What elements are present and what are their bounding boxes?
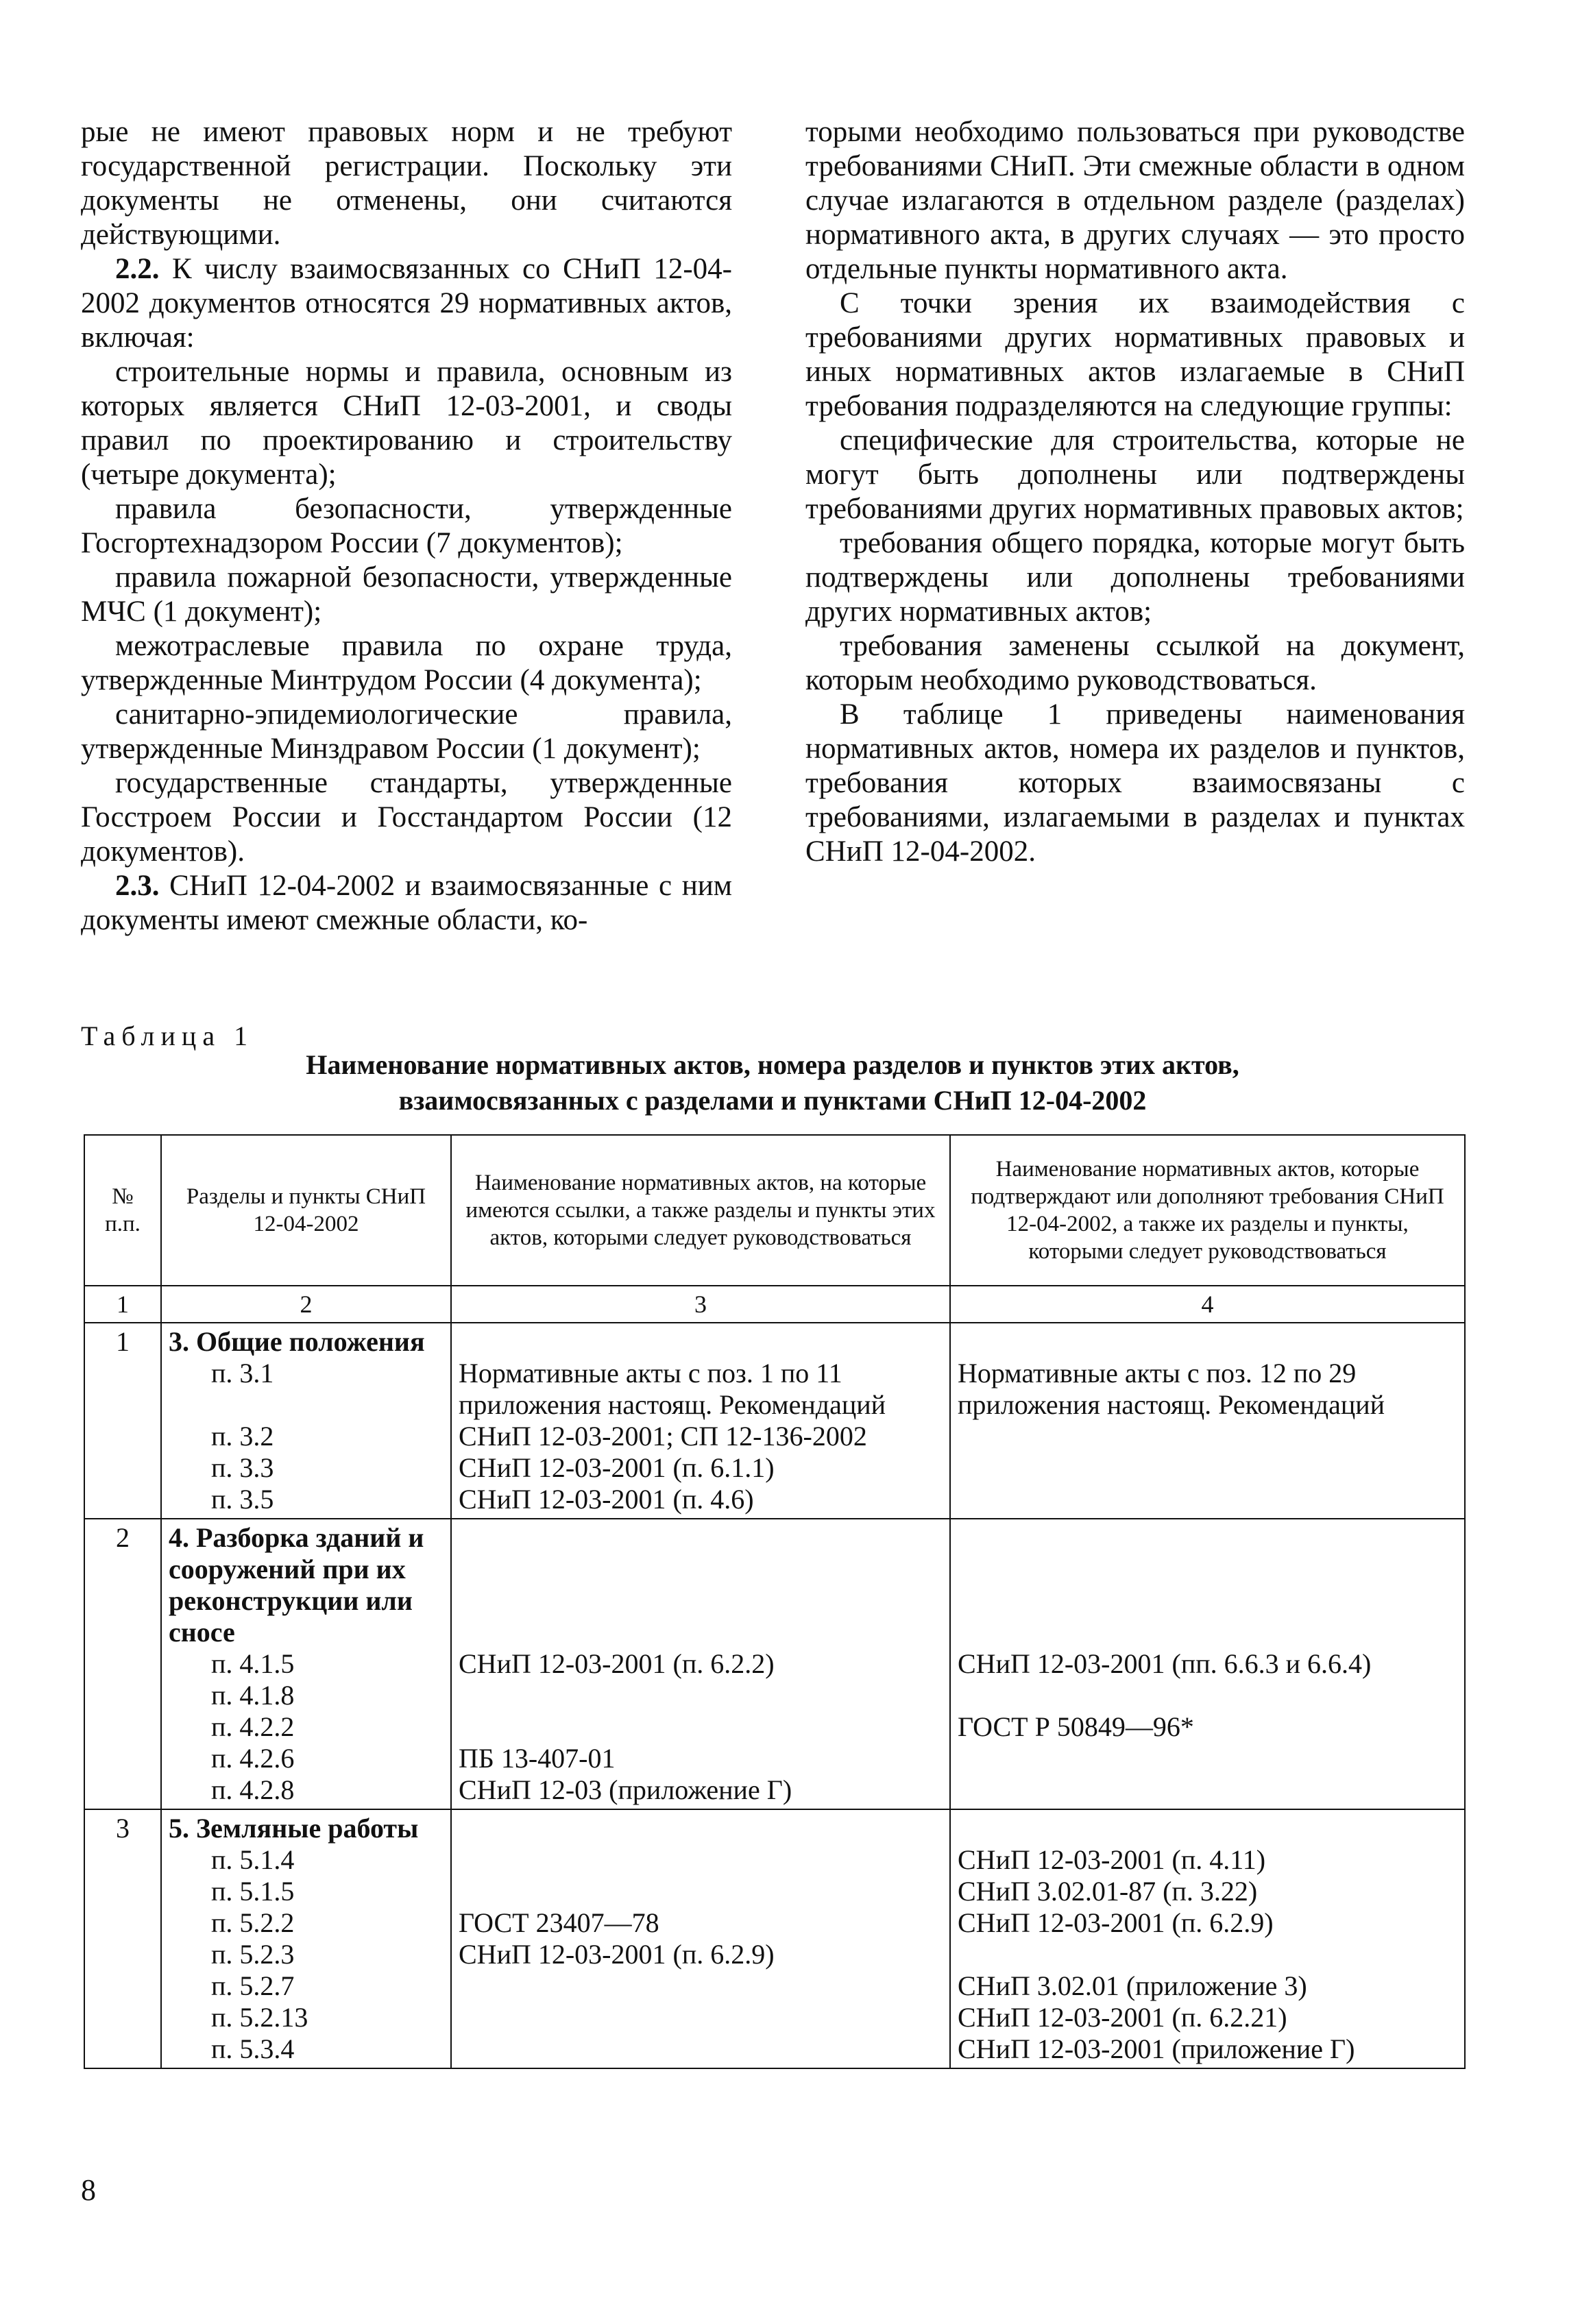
header-cell: Наименование нормативных актов, которые подтверждают или дополняют требования СНиП 12-04-2002, а также их разделы и пункты, которыми следует руководствоваться xyxy=(950,1135,1465,1286)
referenced-act: СНиП 12-03-2001 (п. 6.2.9) xyxy=(459,1939,775,1970)
header-cell: Наименование нормативных актов, на которые имеются ссылки, а также разделы и пункты этих актов, которыми следует руководствоваться xyxy=(451,1135,950,1286)
list-item: специфические для строительства, которые не могут быть дополнены или подтверждены требованиями других нормативных правовых актов; xyxy=(805,424,1465,525)
left-text-column xyxy=(81,115,732,938)
clause-number: 2.3. xyxy=(115,870,160,902)
confirming-act xyxy=(958,1421,1457,1452)
column-number: 1 xyxy=(84,1286,161,1323)
clause-item: п. 4.1.8 xyxy=(211,1680,295,1711)
list-item: правила пожарной безопасности, утвержденные МЧС (1 документ); xyxy=(81,561,732,628)
confirming-acts-cell xyxy=(950,1809,1465,2068)
clause-item: п. 3.3 xyxy=(211,1452,274,1483)
confirming-act xyxy=(958,1484,1457,1515)
snip-sections-cell xyxy=(161,1809,451,2068)
clause-item: п. 5.2.13 xyxy=(211,2002,308,2033)
spacer xyxy=(958,1813,1457,1844)
confirming-acts-cell xyxy=(950,1519,1465,1809)
referenced-act xyxy=(459,1680,943,1711)
snip-sections-cell xyxy=(161,1323,451,1519)
table-label: Таблица 1 xyxy=(81,1020,254,1051)
referenced-act xyxy=(459,2033,943,2065)
paragraph-2-3 xyxy=(81,869,732,938)
confirming-act xyxy=(958,1743,1457,1774)
section-title: 3. Общие положения xyxy=(169,1326,425,1357)
list-item: государственные стандарты, утвержденные Госстроем России и Госстандартом России (12 документов). xyxy=(81,767,732,868)
clause-item: п. 4.2.8 xyxy=(211,1774,295,1805)
list-item: строительные нормы и правила, основным из которых является СНиП 12-03-2001, и своды правил по проектированию и строительству (четыре документа); xyxy=(81,356,732,491)
confirming-act: СНиП 12-03-2001 (п. 6.2.9) xyxy=(958,1907,1274,1938)
table-row xyxy=(84,1809,1465,2068)
clause-item: п. 3.1 xyxy=(211,1358,274,1389)
confirming-act: СНиП 12-03-2001 (пп. 6.6.3 и 6.6.4) xyxy=(958,1648,1372,1679)
paragraph: В таблице 1 приведены наименования нормативных актов, номера их разделов и пунктов, требования которых взаимосвязаны с требованиями, излагаемыми в разделах и пунктах СНиП 12-04-2002. xyxy=(805,698,1465,868)
list-item: санитарно-эпидемиологические правила, утвержденные Минздравом России (1 документ); xyxy=(81,698,732,765)
paragraph-text: К числу взаимосвязанных со СНиП 12-04-2002 документов относятся 29 нормативных актов, включая: xyxy=(81,253,733,354)
clause-item: п. 5.2.3 xyxy=(211,1939,295,1970)
table-row xyxy=(84,1519,1465,1809)
referenced-act xyxy=(459,1711,943,1743)
clause-item: п. 5.2.2 xyxy=(211,1907,295,1938)
column-number: 2 xyxy=(161,1286,451,1323)
clause-item: п. 5.3.4 xyxy=(211,2033,295,2064)
paragraph-text: СНиП 12-04-2002 и взаимосвязанные с ним документы имеют смежные области, ко- xyxy=(81,870,733,936)
list-item: требования общего порядка, которые могут быть подтверждены или дополнены требованиями других нормативных актов; xyxy=(805,527,1465,628)
row-number: 2 xyxy=(84,1519,161,1809)
row-number: 1 xyxy=(84,1323,161,1519)
referenced-act: СНиП 12-03 (приложение Г) xyxy=(459,1774,792,1805)
regulations-table xyxy=(84,1134,1466,2069)
table-caption xyxy=(81,1047,1464,1118)
clause-item: п. 5.1.5 xyxy=(211,1876,295,1907)
paragraph: С точки зрения их взаимодействия с требованиями других нормативных правовых и иных нормативных актов излагаемые в СНиП требования подразделяются на следующие группы: xyxy=(805,287,1465,422)
section-title: 5. Земляные работы xyxy=(169,1813,419,1844)
referenced-acts-cell xyxy=(451,1323,950,1519)
referenced-act: СНиП 12-03-2001 (п. 6.1.1) xyxy=(459,1452,775,1483)
spacer xyxy=(459,1554,943,1585)
table-caption-line: Наименование нормативных актов, номера разделов и пунктов этих актов, xyxy=(306,1049,1239,1080)
spacer xyxy=(459,1813,943,1844)
right-text-column xyxy=(805,115,1465,869)
table-row xyxy=(84,1323,1465,1519)
column-number-row xyxy=(84,1286,1465,1323)
paragraph: рые не имеют правовых норм и не требуют государственной регистрации. Поскольку эти документы не отменены, они считаются действующими. xyxy=(81,116,732,251)
page-number: 8 xyxy=(81,2173,96,2207)
spacer xyxy=(459,1522,943,1554)
table-caption-line: взаимосвязанных с разделами и пунктами СНиП 12-04-2002 xyxy=(398,1085,1147,1116)
spacer xyxy=(459,1617,943,1648)
clause-item: п. 4.2.6 xyxy=(211,1743,295,1774)
clause-item: п. 4.2.2 xyxy=(211,1711,295,1742)
referenced-act: СНиП 12-03-2001 (п. 6.2.2) xyxy=(459,1648,775,1679)
referenced-act: ПБ 13-407-01 xyxy=(459,1743,616,1774)
clause-item: п. 3.5 xyxy=(211,1484,274,1515)
confirming-act xyxy=(958,1774,1457,1806)
paragraph: торыми необходимо пользоваться при руководстве требованиями СНиП. Эти смежные области в одном случае излагаются в отдельном разделе (разделах) нормативного акта, в других случаях — это просто отдельные пункты нормативного акта. xyxy=(805,116,1465,285)
confirming-act xyxy=(958,1452,1457,1484)
confirming-act: СНиП 3.02.01 (приложение 3) xyxy=(958,1970,1307,2001)
list-item: требования заменены ссылкой на документ, которым необходимо руководствоваться. xyxy=(805,630,1465,696)
confirming-act: ГОСТ Р 50849—96* xyxy=(958,1711,1194,1742)
column-number: 4 xyxy=(950,1286,1465,1323)
table-header-row xyxy=(84,1135,1465,1286)
referenced-act: СНиП 12-03-2001; СП 12-136-2002 xyxy=(459,1421,867,1452)
spacer xyxy=(459,1326,943,1358)
list-item: межотраслевые правила по охране труда, утвержденные Минтрудом России (4 документа); xyxy=(81,630,732,696)
referenced-act xyxy=(459,1844,943,1876)
referenced-act xyxy=(459,1970,943,2002)
spacer xyxy=(169,1389,444,1421)
clause-item: п. 5.2.7 xyxy=(211,1970,295,2001)
spacer xyxy=(958,1617,1457,1648)
referenced-act xyxy=(459,1876,943,1907)
clause-number: 2.2. xyxy=(115,253,160,285)
spacer xyxy=(958,1554,1457,1585)
referenced-act: Нормативные акты с поз. 1 по 11 приложения настоящ. Рекомендаций xyxy=(459,1358,886,1420)
paragraph-2-2 xyxy=(81,252,732,355)
list-item: правила безопасности, утвержденные Госгортехнадзором России (7 документов); xyxy=(81,493,732,559)
clause-item: п. 3.2 xyxy=(211,1421,274,1452)
header-cell: Разделы и пункты СНиП 12-04-2002 xyxy=(161,1135,451,1286)
spacer xyxy=(958,1522,1457,1554)
confirming-acts-cell xyxy=(950,1323,1465,1519)
spacer xyxy=(958,1326,1457,1358)
referenced-act xyxy=(459,2002,943,2033)
referenced-act: ГОСТ 23407—78 xyxy=(459,1907,659,1938)
confirming-act: Нормативные акты с поз. 12 по 29 приложения настоящ. Рекомендаций xyxy=(958,1358,1385,1420)
snip-sections-cell xyxy=(161,1519,451,1809)
column-number: 3 xyxy=(451,1286,950,1323)
confirming-act: СНиП 12-03-2001 (п. 4.11) xyxy=(958,1844,1266,1875)
referenced-acts-cell xyxy=(451,1809,950,2068)
referenced-act: СНиП 12-03-2001 (п. 4.6) xyxy=(459,1484,754,1515)
spacer xyxy=(459,1585,943,1617)
confirming-act: СНиП 3.02.01-87 (п. 3.22) xyxy=(958,1876,1258,1907)
confirming-act xyxy=(958,1680,1457,1711)
header-cell: № п.п. xyxy=(84,1135,161,1286)
referenced-acts-cell xyxy=(451,1519,950,1809)
section-title: 4. Разборка зданий и сооружений при их реконструкции или сносе xyxy=(169,1522,424,1648)
confirming-act xyxy=(958,1939,1457,1970)
spacer xyxy=(958,1585,1457,1617)
confirming-act: СНиП 12-03-2001 (приложение Г) xyxy=(958,2033,1355,2064)
clause-item: п. 5.1.4 xyxy=(211,1844,295,1875)
row-number: 3 xyxy=(84,1809,161,2068)
confirming-act: СНиП 12-03-2001 (п. 6.2.21) xyxy=(958,2002,1287,2033)
clause-item: п. 4.1.5 xyxy=(211,1648,295,1679)
